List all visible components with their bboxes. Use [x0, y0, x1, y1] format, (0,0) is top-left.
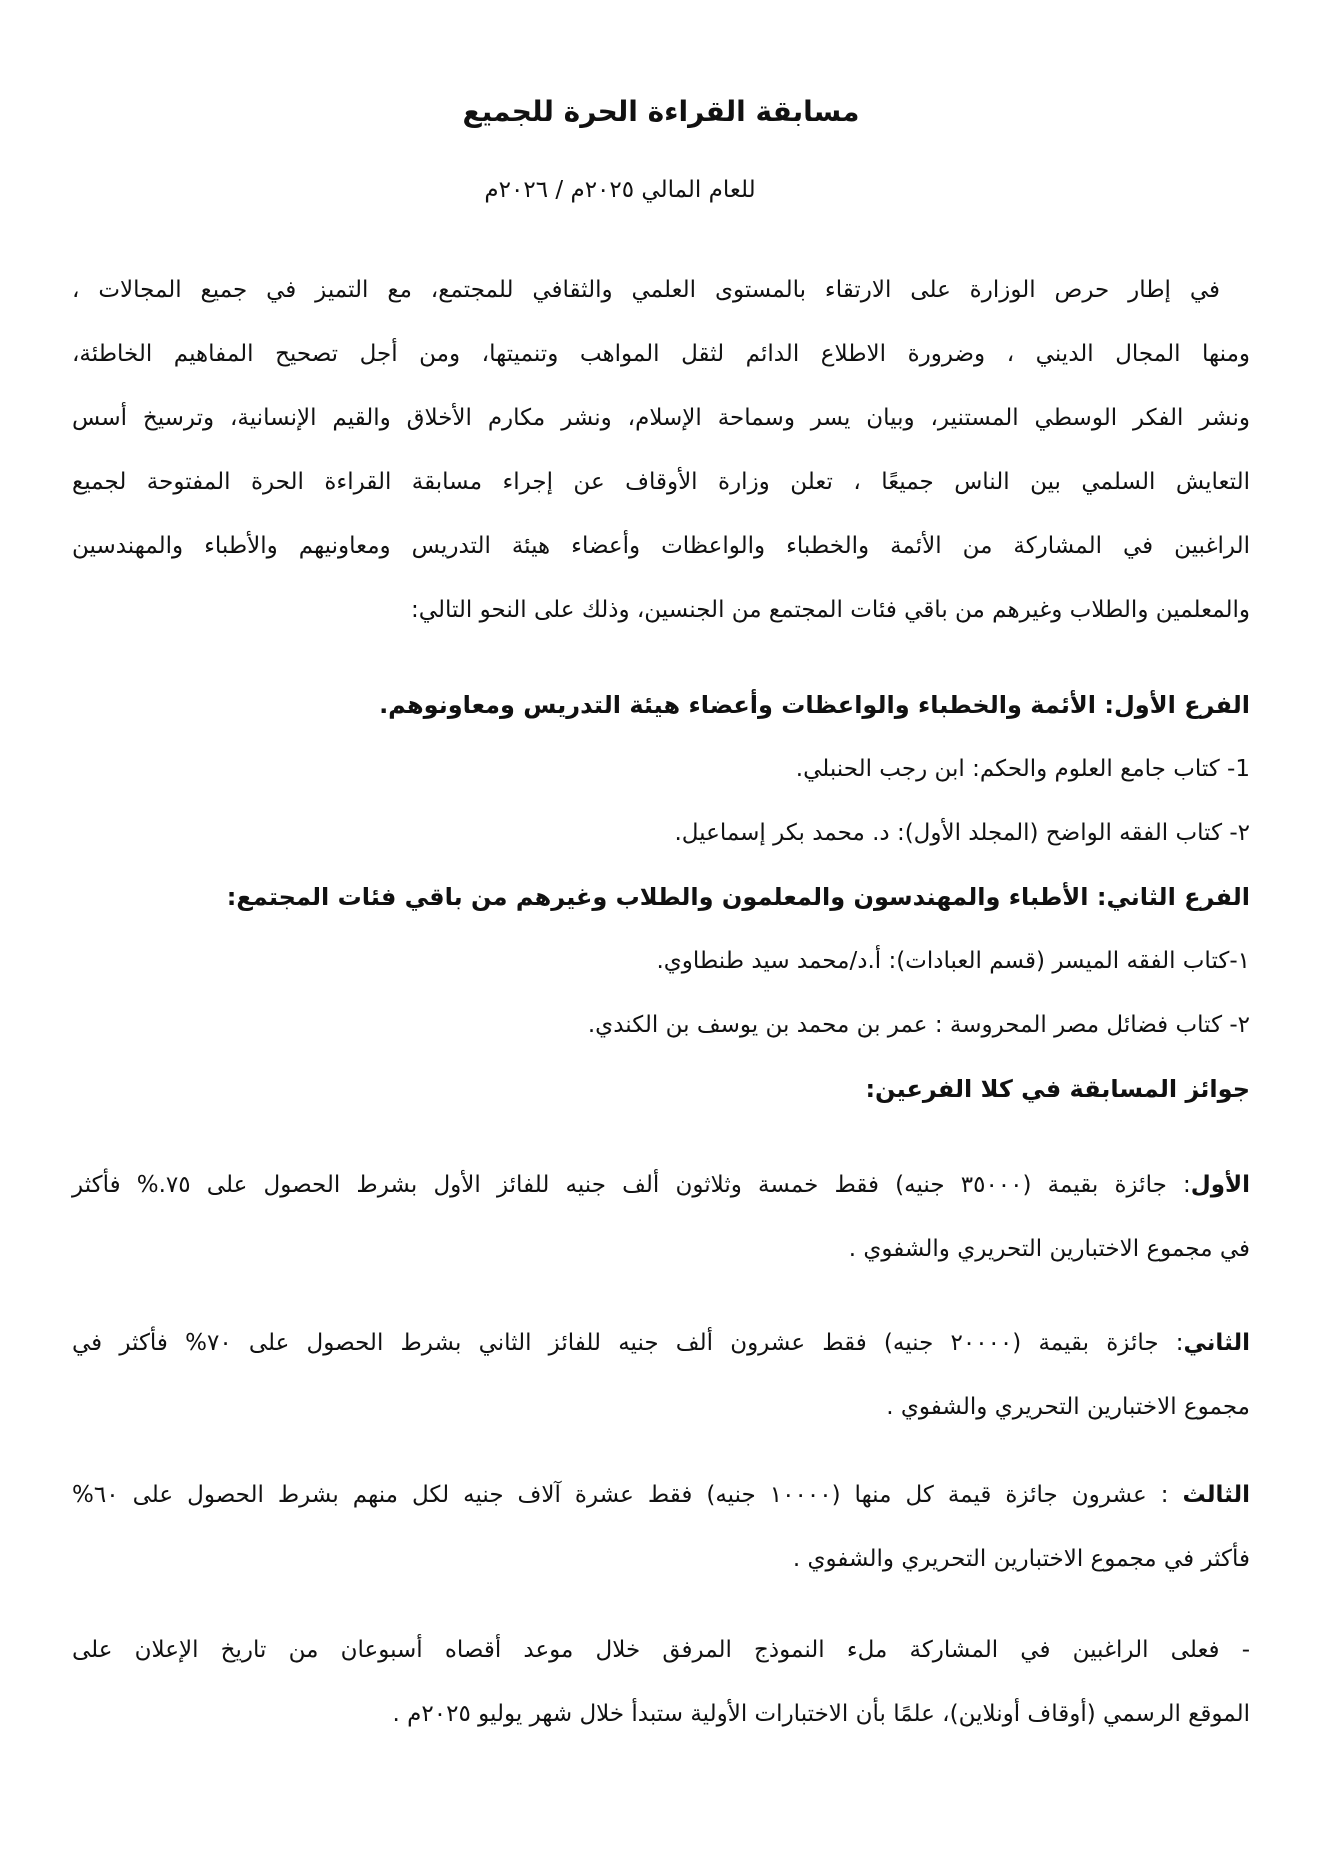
intro-line: التعايش السلمي بين الناس جميعًا ، تعلن وزارة الأوقاف عن إجراء مسابقة القراءة الحرة المفتوحة لجميع [72, 469, 1250, 495]
prize-line [72, 1311, 1250, 1375]
closing-line: - فعلى الراغبين في المشاركة ملء النموذج المرفق خلال موعد أقصاه أسبوعان من تاريخ الإعلان على [72, 1637, 1250, 1663]
prize-first-label: الأول [1190, 1172, 1250, 1198]
book-item: ٢- كتاب الفقه الواضح (المجلد الأول): د. محمد بكر إسماعيل. [674, 820, 1250, 846]
branch-2-heading [72, 865, 1250, 929]
branch-2-title: الأطباء والمهندسون والمعلمون والطلاب وغيرهم من باقي فئات المجتمع: [226, 883, 1089, 911]
prize-first [72, 1153, 1250, 1281]
page-title: مسابقة القراءة الحرة للجميع [462, 95, 860, 128]
prize-line: في مجموع الاختبارين التحريري والشفوي . [848, 1236, 1250, 1262]
intro-line: الراغبين في المشاركة من الأئمة والخطباء والواعظات وأعضاء هيئة التدريس ومعاونيهم والأطباء والمهندسين [72, 533, 1250, 559]
prize-third-label: الثالث [1182, 1482, 1251, 1508]
book-item: ٢- كتاب فضائل مصر المحروسة : عمر بن محمد بن يوسف بن الكندي. [587, 1012, 1250, 1038]
prize-line: فأكثر في مجموع الاختبارين التحريري والشفوي . [792, 1546, 1250, 1572]
fiscal-year-subtitle: للعام المالي ٢٠٢٥م / ٢٠٢٦م [484, 177, 756, 203]
intro-paragraph [72, 258, 1250, 642]
prize-line [72, 1153, 1250, 1217]
prize-second-label: الثاني [1183, 1330, 1250, 1356]
closing-paragraph [72, 1618, 1250, 1746]
prize-third [72, 1463, 1250, 1591]
intro-line: والمعلمين والطلاب وغيرهم من باقي فئات المجتمع من الجنسين، وذلك على النحو التالي: [411, 597, 1250, 623]
branch-1-section [72, 673, 1250, 865]
prize-first-text: : جائزة بقيمة (٣٥٠٠٠ جنيه) فقط خمسة وثلاثون ألف جنيه للفائز الأول بشرط الحصول على ٧٥.% فأكثر [72, 1172, 1191, 1198]
intro-line: ونشر الفكر الوسطي المستنير، وبيان يسر وسماحة الإسلام، ونشر مكارم الأخلاق والقيم الإنسانية، وترسيخ أسس [72, 405, 1250, 431]
prizes-heading: جوائز المسابقة في كلا الفرعين: [865, 1075, 1250, 1103]
prize-second [72, 1311, 1250, 1439]
prize-line: مجموع الاختبارين التحريري والشفوي . [886, 1394, 1250, 1420]
branch-1-heading [72, 673, 1250, 737]
prize-second-text: : جائزة بقيمة (٢٠٠٠٠ جنيه) فقط عشرون ألف جنيه للفائز الثاني بشرط الحصول على ٧٠% فأكثر في [72, 1330, 1184, 1356]
branch-1-label: الفرع الأول: [1104, 691, 1250, 719]
branch-2-label: الفرع الثاني: [1096, 883, 1250, 911]
prize-third-text: : عشرون جائزة قيمة كل منها (١٠٠٠٠ جنيه) فقط عشرة آلاف جنيه لكل منهم بشرط الحصول على ٦٠% [72, 1482, 1183, 1508]
closing-line: الموقع الرسمي (أوقاف أونلاين)، علمًا بأن الاختبارات الأولية ستبدأ خلال شهر يوليو ٢٠٢٥م . [392, 1701, 1250, 1727]
branch-2-section [72, 865, 1250, 1057]
prize-line [72, 1463, 1250, 1527]
book-item: 1- كتاب جامع العلوم والحكم: ابن رجب الحنبلي. [795, 756, 1250, 782]
intro-line: في إطار حرص الوزارة على الارتقاء بالمستوى العلمي والثقافي للمجتمع، مع التميز في جميع المجالات ، [72, 277, 1220, 303]
intro-line: ومنها المجال الديني ، وضرورة الاطلاع الدائم لثقل المواهب وتنميتها، ومن أجل تصحيح المفاهيم الخاطئة، [72, 341, 1250, 367]
branch-1-title: الأئمة والخطباء والواعظات وأعضاء هيئة التدريس ومعاونوهم. [379, 691, 1096, 719]
book-item: ١-كتاب الفقه الميسر (قسم العبادات): أ.د/محمد سيد طنطاوي. [656, 948, 1250, 974]
